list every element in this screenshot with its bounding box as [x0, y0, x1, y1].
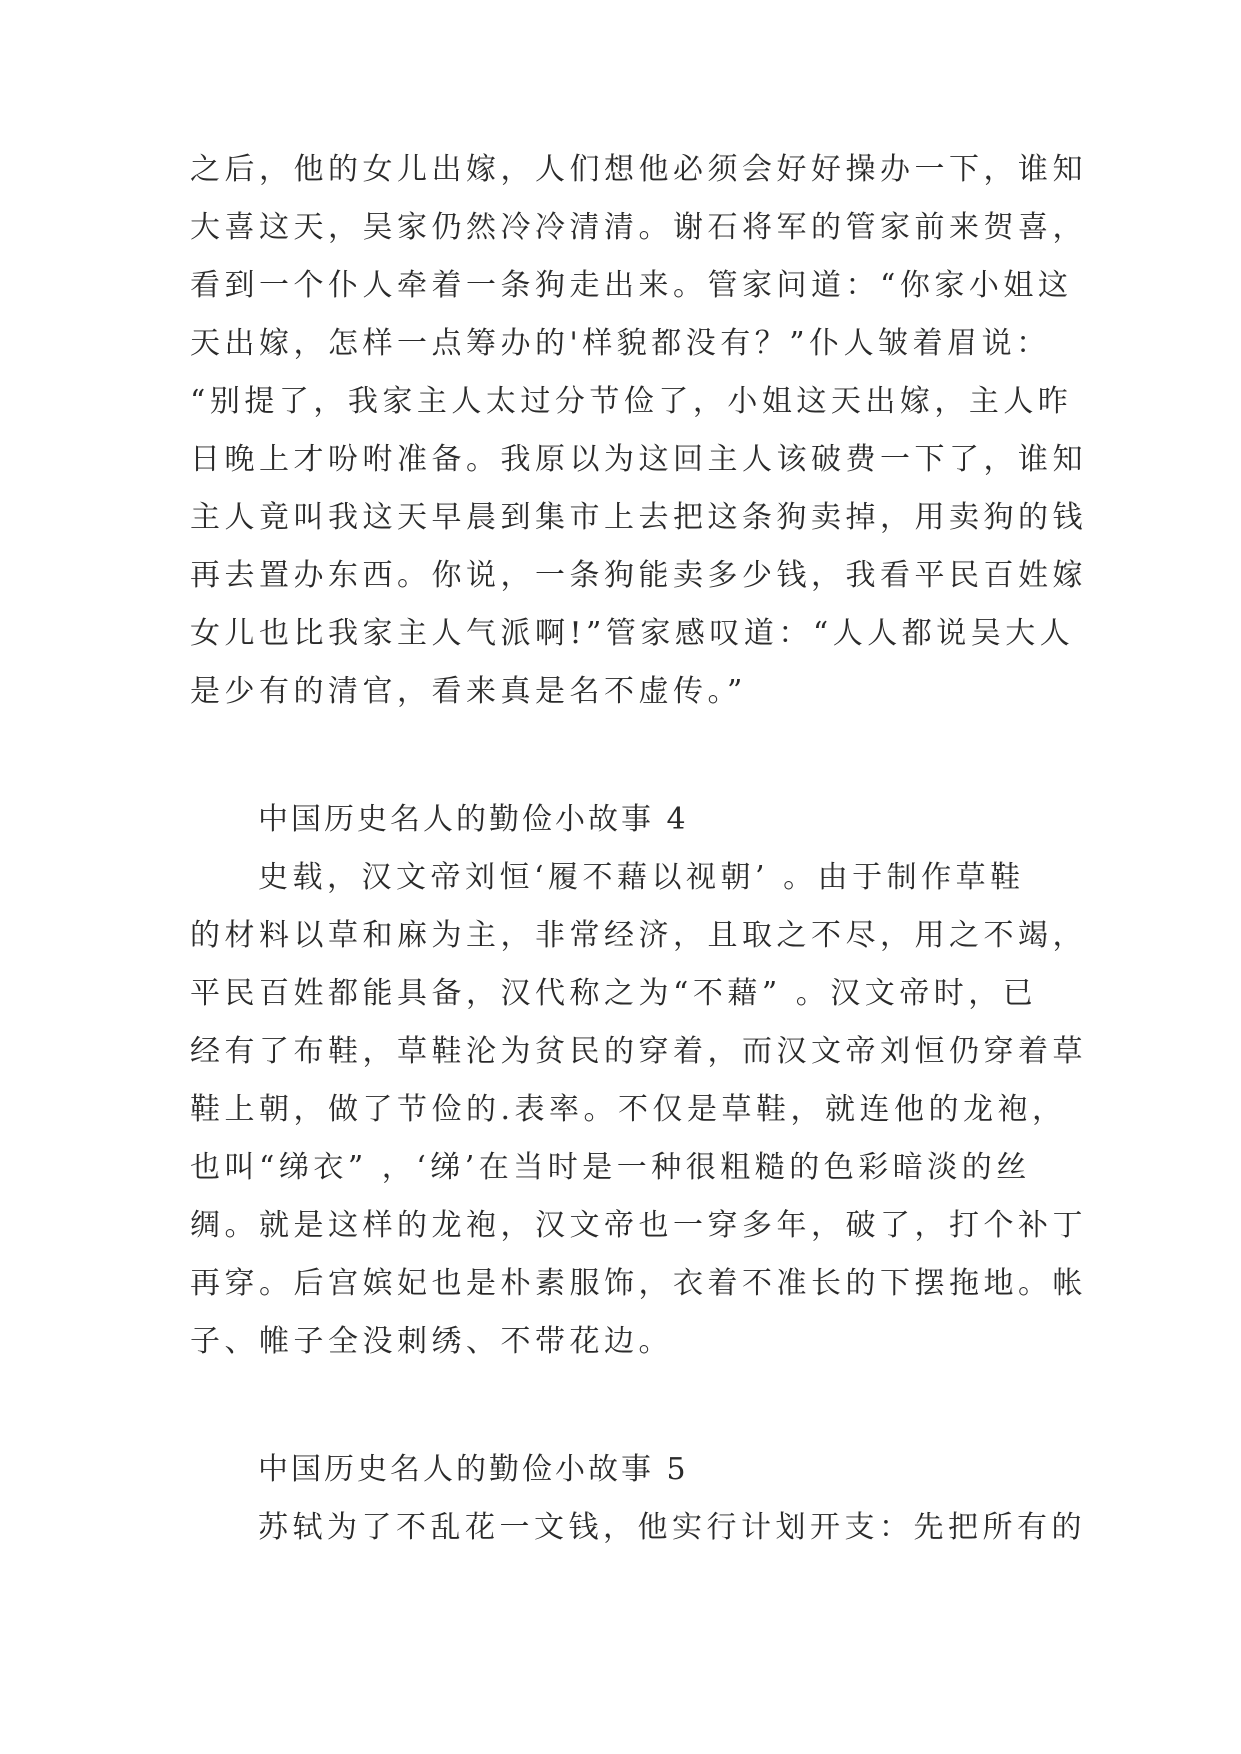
section-heading: 中国历史名人的勤俭小故事 5: [258, 1452, 689, 1487]
text-line: 再去置办东西。你说，一条狗能卖多少钱，我看平民百姓嫁: [190, 558, 1087, 593]
text-line: 是少有的清官，看来真是名不虚传。”: [190, 674, 747, 709]
text-line: 主人竟叫我这天早晨到集市上去把这条狗卖掉，用卖狗的钱: [190, 500, 1087, 535]
text-line: 天出嫁，怎样一点筹办的'样貌都没有？”仆人皱着眉说：: [190, 326, 1051, 361]
text-line: 的材料以草和麻为主，非常经济，且取之不尽，用之不竭，: [190, 918, 1087, 953]
section-heading: 中国历史名人的勤俭小故事 4: [258, 802, 689, 837]
text-line: 女儿也比我家主人气派啊!”管家感叹道：“人人都说吴大人: [190, 616, 1075, 651]
text-line: 史载，汉文帝刘恒‘履不藉以视朝’ 。由于制作草鞋: [258, 860, 1025, 895]
text-line: 日晚上才吩咐准备。我原以为这回主人该破费一下了，谁知: [190, 442, 1087, 477]
text-line: 子、帷子全没刺绣、不带花边。: [190, 1324, 673, 1359]
text-line: 鞋上朝，做了节俭的.表率。不仅是草鞋，就连他的龙袍，: [190, 1092, 1067, 1127]
text-line: “别提了，我家主人太过分节俭了，小姐这天出嫁，主人昨: [190, 384, 1073, 419]
text-line: 再穿。后宫嫔妃也是朴素服饰，衣着不准长的下摆拖地。帐: [190, 1266, 1087, 1301]
text-line: 苏轼为了不乱花一文钱，他实行计划开支：先把所有的: [258, 1510, 1086, 1545]
text-line: 经有了布鞋，草鞋沦为贫民的穿着，而汉文帝刘恒仍穿着草: [190, 1034, 1087, 1069]
text-line: 看到一个仆人牵着一条狗走出来。管家问道：“你家小姐这: [190, 268, 1073, 303]
text-line: 平民百姓都能具备，汉代称之为“不藉” 。汉文帝时，已: [190, 976, 1038, 1011]
text-line: 绸。就是这样的龙袍，汉文帝也一穿多年，破了，打个补丁: [190, 1208, 1087, 1243]
text-line: 之后，他的女儿出嫁，人们想他必须会好好操办一下，谁知: [190, 152, 1087, 187]
text-line: 大喜这天，吴家仍然冷冷清清。谢石将军的管家前来贺喜，: [190, 210, 1087, 245]
text-line: 也叫“绨衣” ，‘绨’在当时是一种很粗糙的色彩暗淡的丝: [190, 1150, 1031, 1185]
